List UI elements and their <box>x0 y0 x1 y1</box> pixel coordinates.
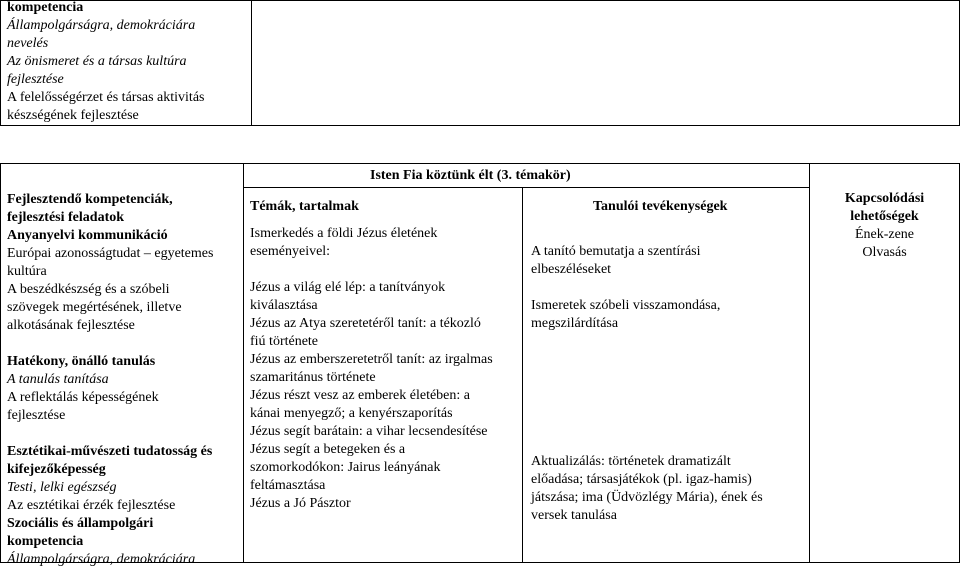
topic-line: szomorkodókon: Jairus leányának <box>250 460 441 475</box>
top-table-line: fejlesztése <box>7 72 64 87</box>
topic-line: eseményeivel: <box>250 244 331 259</box>
activities-line: játszása; ima (Üdvözlégy Mária), ének és <box>531 490 763 505</box>
top-table-line: Az önismeret és a társas kultúra <box>7 54 187 69</box>
top-table-cell <box>7 0 204 125</box>
competencies-column <box>7 191 213 569</box>
competency-line: kultúra <box>7 264 47 279</box>
topic-line: Jézus segít barátain: a vihar lecsendesítése <box>250 424 488 439</box>
competency-line: Európai azonosságtudat – egyetemes <box>7 246 214 261</box>
activities-line: versek tanulása <box>531 508 617 523</box>
topic-line: Jézus az Atya szeretetéről tanít: a tékozló <box>250 316 481 331</box>
col1-divider <box>243 163 244 563</box>
activities-line: Ismeretek szóbeli visszamondása, <box>531 298 721 313</box>
col2-header: Témák, tartalmak <box>250 199 359 214</box>
col4-header-line1: Kapcsolódási <box>844 191 925 206</box>
topic-line: fiú története <box>250 334 319 349</box>
col3-header: Tanulói tevékenységek <box>593 199 728 214</box>
competency-line: fejlesztése <box>7 408 66 423</box>
topic-line: feltámasztása <box>250 478 326 493</box>
section-title: Isten Fia köztünk élt (3. témakör) <box>370 168 571 183</box>
competency-line: Az esztétikai érzék fejlesztése <box>7 498 176 513</box>
topic-line: Ismerkedés a földi Jézus életének <box>250 226 438 241</box>
top-table-line: A felelősségérzet és társas aktivitás <box>7 90 205 105</box>
topic-line: Jézus részt vesz az emberek életében: a <box>250 388 470 403</box>
activities-block-3 <box>531 453 763 525</box>
activities-line: elbeszéléseket <box>531 262 612 277</box>
competency-line: kompetencia <box>7 534 84 549</box>
topic-line: Jézus a Jó Pásztor <box>250 496 351 511</box>
top-table-line: készségének fejlesztése <box>7 108 139 123</box>
activities-block-2 <box>531 297 720 333</box>
topic-line: Jézus az emberszeretetről tanít: az irgalmas <box>250 352 493 367</box>
connections-column <box>809 190 960 262</box>
connection-item: Olvasás <box>862 245 907 260</box>
competency-line: kifejezőképesség <box>7 462 106 477</box>
competency-line: szövegek megértésének, illetve <box>7 300 182 315</box>
topic-line: kiválasztása <box>250 298 318 313</box>
col2-divider <box>522 187 523 563</box>
top-table-divider <box>251 0 252 126</box>
topic-line: szamaritánus története <box>250 370 376 385</box>
spacer <box>250 261 493 279</box>
competency-line: Állampolgárságra, demokráciára <box>7 552 196 567</box>
top-table-line: nevelés <box>7 36 49 51</box>
col4-header-line2: lehetőségek <box>850 209 919 224</box>
activities-block-1 <box>531 243 701 279</box>
topic-line: kánai menyegző; a kenyérszaporítás <box>250 406 453 421</box>
col1-header-line2: fejlesztési feladatok <box>7 210 125 225</box>
activities-line: Aktualizálás: történetek dramatizált <box>531 454 731 469</box>
activities-line: megszilárdítása <box>531 316 619 331</box>
topic-line: Jézus segít a betegeken és a <box>250 442 406 457</box>
competency-line: Testi, lelki egészség <box>7 480 117 495</box>
col1-header-line1: Fejlesztendő kompetenciák, <box>7 192 173 207</box>
main-table-title-divider <box>243 187 809 188</box>
top-table-line: Állampolgárságra, demokráciára <box>7 18 196 33</box>
topics-column <box>250 225 493 513</box>
competency-line: Szociális és állampolgári <box>7 516 154 531</box>
competency-line: A reflektálás képességének <box>7 390 159 405</box>
spacer <box>7 335 213 353</box>
connection-item: Ének-zene <box>854 227 915 242</box>
competency-line: Hatékony, önálló tanulás <box>7 354 156 369</box>
competency-line: alkotásának fejlesztése <box>7 318 135 333</box>
activities-line: A tanító bemutatja a szentírási <box>531 244 701 259</box>
competency-line: A beszédkészség és a szóbeli <box>7 282 170 297</box>
competency-line: Esztétikai-művészeti tudatosság és <box>7 444 213 459</box>
spacer <box>7 425 213 443</box>
topic-line: Jézus a világ elé lép: a tanítványok <box>250 280 446 295</box>
activities-line: előadása; társasjátékok (pl. igaz-hamis) <box>531 472 752 487</box>
competency-line: Anyanyelvi kommunikáció <box>7 228 168 243</box>
top-table-line: kompetencia <box>7 0 84 15</box>
competency-line: A tanulás tanítása <box>7 372 109 387</box>
